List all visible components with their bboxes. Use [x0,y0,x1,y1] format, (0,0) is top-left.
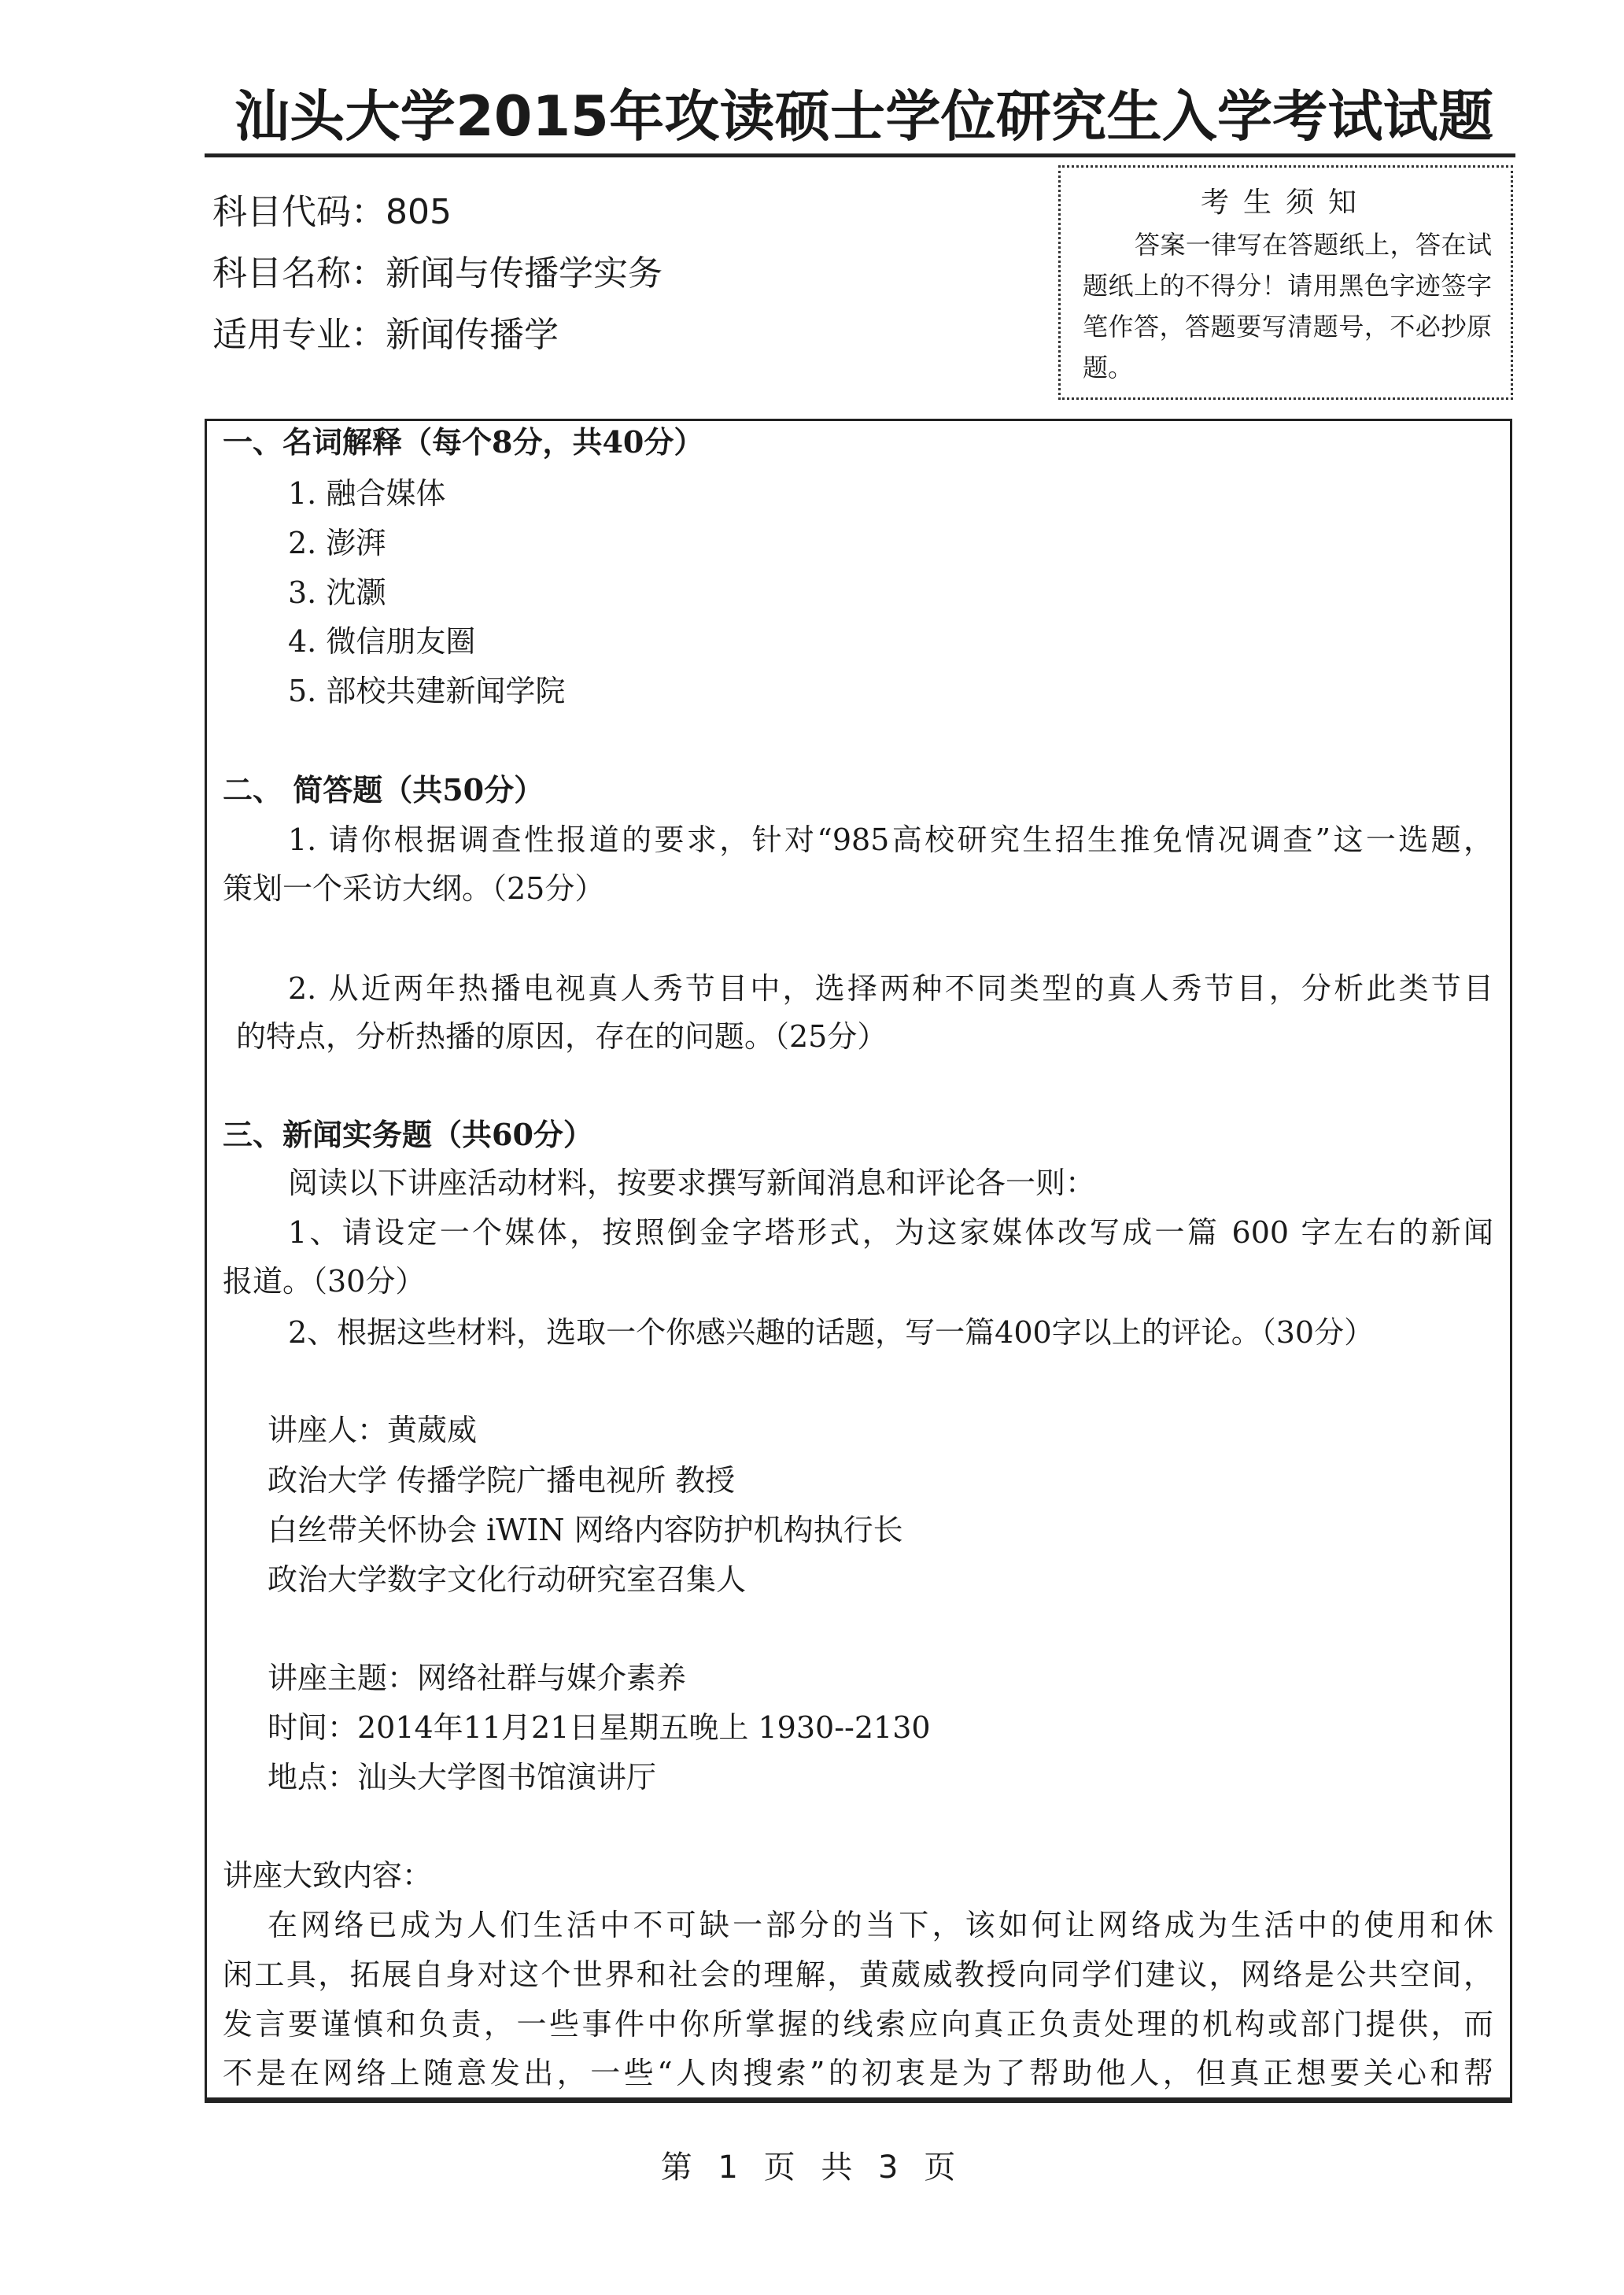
title-rule [205,153,1515,157]
event-line: 地点：汕头大学图书馆演讲厅 [268,1760,657,1794]
section2-heading: 二、 简答题（共50分） [223,772,544,808]
task-line: 2、根据这些材料，选取一个你感兴趣的话题，写一篇400字以上的评论。（30分） [288,1315,1375,1350]
question-line: 的特点，分析热播的原因，存在的问题。（25分） [236,1019,888,1054]
candidate-notice-box [1058,165,1513,400]
term-item: 4. 微信朋友圈 [288,624,476,659]
event-line: 时间：2014年11月21日星期五晚上 1930--2130 [268,1710,931,1745]
content-heading: 讲座大致内容： [223,1858,433,1893]
notice-body: 答案一律写在答题纸上，答在试题纸上的不得分！请用黑色字迹签字笔作答，答题要写清题号，不必抄原题。 [1083,230,1492,382]
task-intro: 阅读以下讲座活动材料，按要求撰写新闻消息和评论各一则： [288,1166,1096,1200]
subject-name: 科目名称：新闻与传播学实务 [212,253,663,294]
question-line: 策划一个采访大纲。（25分） [223,871,605,906]
section1-heading: 一、名词解释（每个8分，共40分） [223,424,704,460]
speaker-line: 政治大学 传播学院广播电视所 教授 [268,1463,736,1498]
term-item: 2. 澎湃 [288,526,386,560]
applicable-major: 适用专业：新闻传播学 [212,315,559,355]
term-item: 3. 沈灏 [288,575,386,610]
task-line: 报道。（30分） [223,1264,426,1299]
speaker-line: 白丝带关怀协会 iWIN 网络内容防护机构执行长 [268,1513,903,1547]
question-line: 1. 请你根据调查性报道的要求，针对“985高校研究生招生推免情况调查”这一选题， [288,822,1493,857]
content-line: 在网络已成为人们生活中不可缺一部分的当下，该如何让网络成为生活中的使用和休 [268,1908,1493,1942]
notice-title: 考生须知 [1200,187,1371,219]
page-number: 第 1 页 共 3 页 [660,2149,964,2186]
term-item: 5. 部校共建新闻学院 [288,674,566,708]
content-line: 发言要谨慎和负责，一些事件中你所掌握的线索应向真正负责处理的机构或部门提供，而 [223,2007,1493,2042]
section3-heading: 三、新闻实务题（共60分） [223,1117,593,1152]
task-line: 1、请设定一个媒体，按照倒金字塔形式，为这家媒体改写成一篇 600 字左右的新闻 [288,1215,1493,1250]
question-line: 2. 从近两年热播电视真人秀节目中，选择两种不同类型的真人秀节目，分析此类节目 [288,971,1493,1006]
exam-title: 汕头大学2015年攻读硕士学位研究生入学考试试题 [234,84,1493,149]
content-line: 闲工具，拓展自身对这个世界和社会的理解，黄葳威教授向同学们建议，网络是公共空间， [223,1957,1493,1992]
subject-code: 科目代码：805 [212,192,452,232]
event-line: 讲座主题：网络社群与媒介素养 [268,1661,687,1695]
speaker-line: 政治大学数字文化行动研究室召集人 [268,1562,747,1597]
term-item: 1. 融合媒体 [288,476,446,511]
content-line: 不是在网络上随意发出，一些“人肉搜索”的初衷是为了帮助他人，但真正想要关心和帮 [223,2056,1493,2090]
speaker-line: 讲座人：黄葳威 [268,1413,478,1447]
